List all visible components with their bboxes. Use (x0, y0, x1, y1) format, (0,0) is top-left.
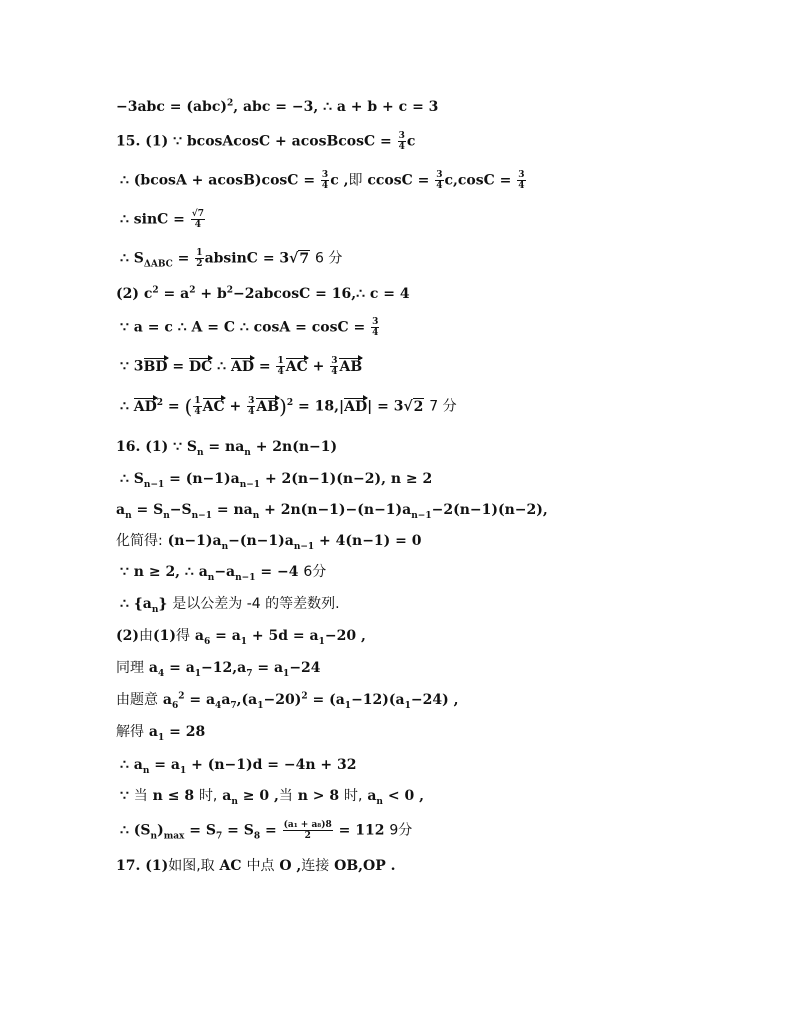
line-5: ∴ $S_{\Delta ABC}$ = $\frac{1}{2}$ absinC = 3√7 6 分 (120, 248, 343, 270)
line-19: 解得 $a_1 = 28$ (116, 724, 206, 743)
line-12: $a_n = S_n-S_{n-1} = na_n + 2n(n-1)-(n-1)a_{n-1}-2(n-1)(n-2)$, (116, 502, 548, 521)
line-7: ∵ a = c ∴ A = C ∴ cosA = cosC = $\frac{3}{4}$ (120, 317, 379, 338)
line-18: 由题意 $a_6^2 = a_4a_7,(a_1-20)^2 = (a_1-12)(a_1-24)$ , (116, 691, 459, 711)
line-11: ∴ $S_{n-1} = (n-1)a_{n-1} + 2(n-1)(n-2)$, n ≥ 2 (120, 471, 433, 490)
line-23: 17. (1)如图,取 AC 中点 O ,连接 OB,OP . (116, 858, 396, 874)
line-8: ∵ 3BD = DC ∴ AD = $\frac{1}{4}$ AC + $\frac{3}{4}$ AB (120, 356, 363, 377)
line-4: ∴ sinC = $\frac{√7}{4}$ (120, 209, 204, 230)
line-14: ∵ n ≥ 2, ∴ $a_n-a_{n-1} = -4$ 6分 (120, 564, 327, 583)
line-2: 15. (1) ∵ bcosAcosC + acosBcosC = $\frac{3}{4}$ c (116, 131, 416, 152)
line-22: ∴ $(S_n)_{max} = S_7 = S_8$ = $\frac{\text{(a₁ + a₈)8}}{2}$ = 112 9分 (120, 820, 413, 842)
line-17: 同理 $a_4 = a_1-12,a_7 = a_1-24$ (116, 660, 321, 679)
line-3: ∴ (bcosA + acosB)cosC = $\frac{3}{4}$ c ,即 ccosC = $\frac{3}{4}$ c,cosC = $\frac{3}{4}$ (120, 170, 525, 191)
line-16: (2)由(1)得 $a_6 = a_1 + 5d = a_1-20$ , (116, 628, 366, 647)
line-15: ∴ $\{a_n\}$ 是以公差为 -4 的等差数列. (120, 596, 340, 615)
line-1: −3abc = (abc)$^2$, abc = −3, ∴ a + b + c = 3 (116, 98, 439, 115)
line-10: 16. (1) ∵ $S_n = na_n + 2n(n-1)$ (116, 439, 338, 458)
line-9: ∴ $AD^2$ = ( $\frac{1}{4}$ AC + $\frac{3}{4}$ AB)$^2$ = 18,|AD| = 3√2 7 分 (120, 394, 457, 419)
line-6: (2) $c^2 = a^2 + b^2-2abcosC$ = 16,∴ c = 4 (116, 285, 410, 302)
line-21: ∵ 当 n ≤ 8 时, $a_n \ge 0$ ,当 n > 8 时, $a_n < 0$ , (120, 788, 424, 807)
line-13: 化简得: $(n-1)a_n-(n-1)a_{n-1} + 4(n-1) = 0$ (116, 533, 422, 552)
line-20: ∴ $a_n = a_1 + (n-1)d = -4n + 32$ (120, 757, 357, 776)
